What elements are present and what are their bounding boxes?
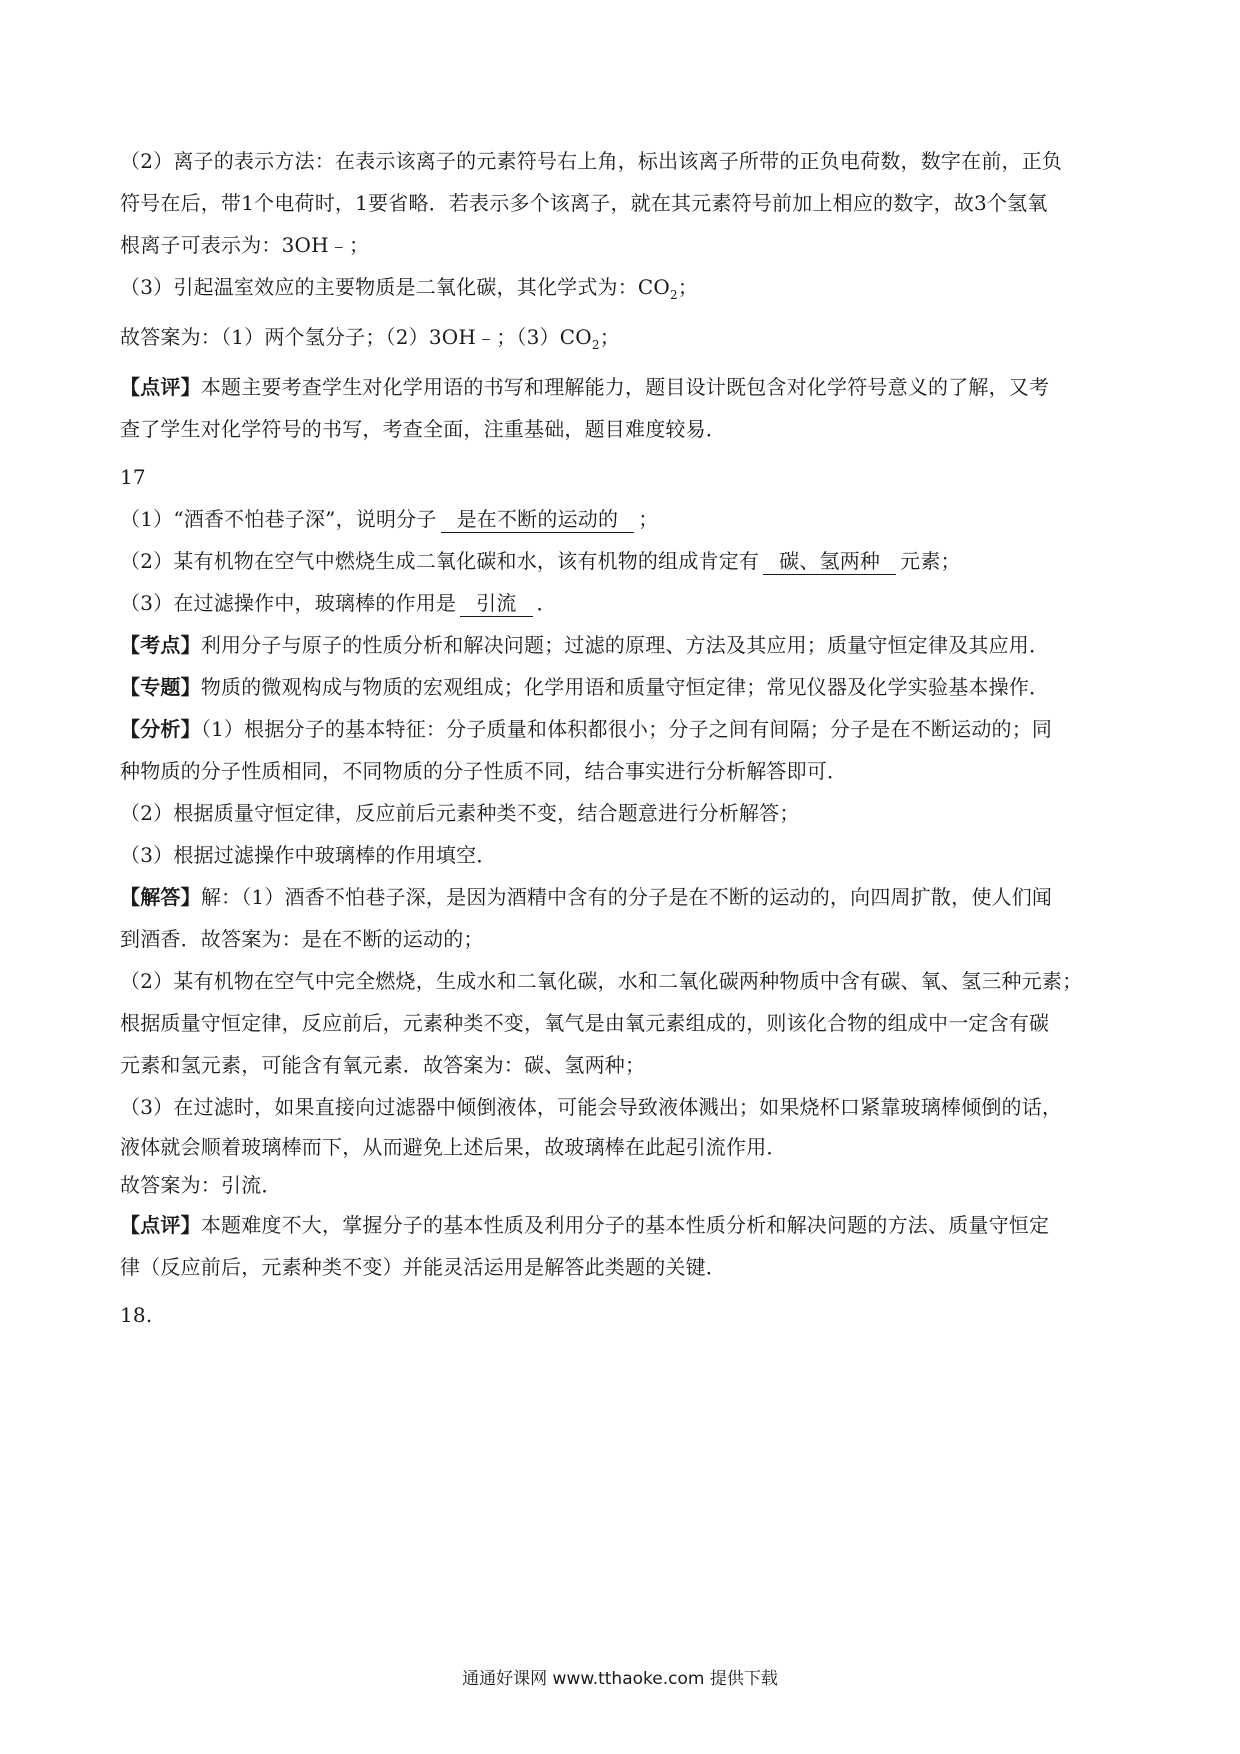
question-part <box>120 498 1130 540</box>
question-part <box>120 540 1130 582</box>
text-segment: 解：（1）酒香不怕巷子深，是因为酒精中含有的分子是在不断的运动的，向四周扩散，使人们闻 <box>200 885 1053 909</box>
text-segment: （3）引起温室效应的主要物质是二氧化碳，其化学式为：CO <box>120 275 671 299</box>
analysis <box>120 708 1130 750</box>
text-segment: ； <box>677 275 699 299</box>
section-tag: 【分析】 <box>120 717 201 741</box>
text-line: 到酒香．故答案为：是在不断的运动的； <box>120 927 484 951</box>
answer-blank: 是在不断的运动的 <box>441 506 635 533</box>
text-segment: ． <box>536 591 557 615</box>
page-footer: 通通好课网 www.tthaoke.com 提供下载 <box>462 1669 778 1689</box>
text-line: 液体就会顺着玻璃棒而下，从而避免上述后果，故玻璃棒在此起引流作用． <box>120 1135 787 1159</box>
text-segment: （1）“酒香不怕巷子深”，说明分子 <box>120 507 437 531</box>
section-tag: 【点评】 <box>120 375 201 399</box>
text-line: （2）离子的表示方法：在表示该离子的元素符号右上角，标出该离子所带的正负电荷数，数字在前，正负 <box>120 149 1063 173</box>
section-tag: 【考点】 <box>120 633 201 657</box>
text-line: 根离子可表示为：3OH﹣； <box>120 233 370 257</box>
topic <box>120 666 1130 708</box>
answer-summary <box>120 316 1130 366</box>
review-comment <box>120 1204 1130 1246</box>
text-line <box>120 266 1130 316</box>
text-line: 律（反应前后，元素种类不变）并能灵活运用是解答此类题的关键． <box>120 1255 726 1279</box>
text-line: 种物质的分子性质相同，不同物质的分子性质不同，结合事实进行分析解答即可． <box>120 759 848 783</box>
knowledge-point <box>120 624 1130 666</box>
text-segment: 物质的微观构成与物质的宏观组成；化学用语和质量守恒定律；常见仪器及化学实验基本操作． <box>200 675 1050 699</box>
text-segment: 元素； <box>900 549 961 573</box>
subscript: 2 <box>670 288 678 302</box>
question-number: 17 <box>120 465 146 489</box>
question-number: 18. <box>120 1303 153 1327</box>
question-part <box>120 582 1130 624</box>
section-tag: 【专题】 <box>120 675 201 699</box>
subscript: 2 <box>591 338 600 352</box>
text-line: 根据质量守恒定律，反应前后，元素种类不变，氧气是由氧元素组成的，则该化合物的组成中一定含有碳 <box>120 1011 1050 1035</box>
text-segment: 本题主要考查学生对化学用语的书写和理解能力，题目设计既包含对化学符号意义的了解，又考 <box>200 375 1050 399</box>
answer-blank: 引流 <box>460 590 532 617</box>
review-comment <box>120 366 1130 408</box>
text-segment: ； <box>638 507 659 531</box>
section-tag: 【解答】 <box>120 885 201 909</box>
solution <box>120 876 1130 918</box>
text-segment: （3）在过滤操作中，玻璃棒的作用是 <box>120 591 457 615</box>
text-line: （3）在过滤时，如果直接向过滤器中倾倒液体，可能会导致液体溅出；如果烧杯口紧靠玻璃棒倾倒的话， <box>120 1095 1063 1119</box>
text-line: 符号在后，带1个电荷时，1要省略．若表示多个该离子，就在其元素符号前加上相应的数字，故3个氢氧 <box>120 191 1048 215</box>
text-segment: （2）某有机物在空气中燃烧生成二氧化碳和水，该有机物的组成肯定有 <box>120 549 760 573</box>
text-segment: 本题难度不大，掌握分子的基本性质及利用分子的基本性质分析和解决问题的方法、质量守恒定 <box>200 1213 1050 1237</box>
answer-blank: 碳、氢两种 <box>763 548 896 575</box>
text-segment: 利用分子与原子的性质分析和解决问题；过滤的原理、方法及其应用；质量守恒定律及其应用． <box>200 633 1050 657</box>
text-line: （2）某有机物在空气中完全燃烧，生成水和二氧化碳，水和二氧化碳两种物质中含有碳、氧、氢三种元素； <box>120 969 1083 993</box>
text-segment: ； <box>599 325 620 349</box>
document-body <box>120 140 1130 1336</box>
text-line: （2）根据质量守恒定律，反应前后元素种类不变，结合题意进行分析解答； <box>120 801 800 825</box>
text-line: 故答案为：引流． <box>120 1173 282 1197</box>
text-segment: 故答案为：（1）两个氢分子；（2）3OH﹣；（3）CO <box>120 325 592 349</box>
text-line: 元素和氢元素，可能含有氧元素．故答案为：碳、氢两种； <box>120 1053 646 1077</box>
text-segment: （1）根据分子的基本特征：分子质量和体积都很小；分子之间有间隔；分子是在不断运动的；同 <box>200 717 1053 741</box>
section-tag: 【点评】 <box>120 1213 201 1237</box>
text-line: （3）根据过滤操作中玻璃棒的作用填空． <box>120 843 497 867</box>
text-line: 查了学生对化学符号的书写，考查全面，注重基础，题目难度较易． <box>120 417 726 441</box>
